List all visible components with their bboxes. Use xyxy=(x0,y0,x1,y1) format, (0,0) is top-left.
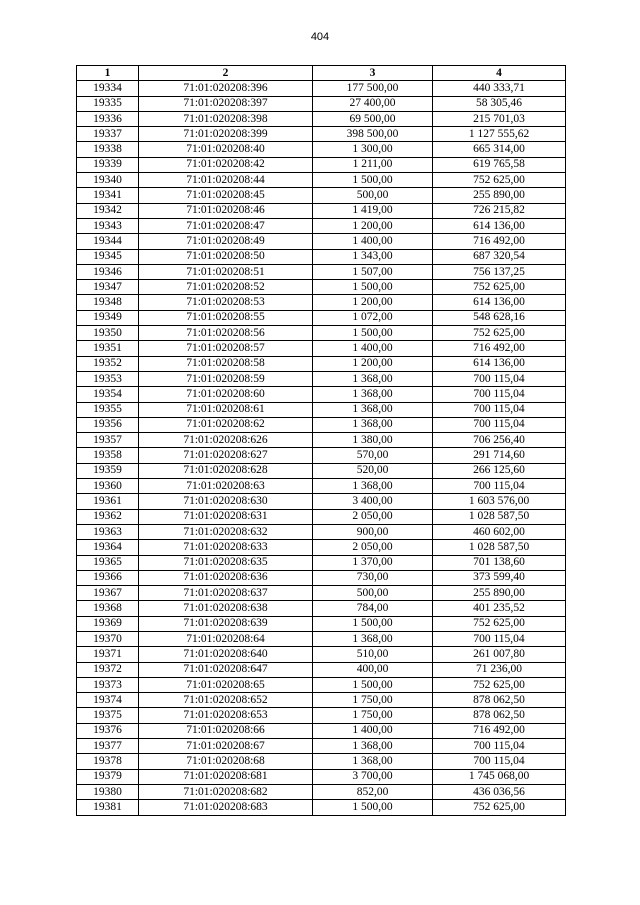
cadastral-number-cell: 71:01:020208:44 xyxy=(139,173,313,188)
table-row xyxy=(77,127,566,142)
table-row xyxy=(77,264,566,279)
row-number-cell: 19338 xyxy=(77,142,139,157)
column-header-1: 1 xyxy=(77,66,139,81)
table-row xyxy=(77,570,566,585)
cadastral-value-cell: 266 125,60 xyxy=(433,463,566,478)
area-cell: 1 072,00 xyxy=(313,310,433,325)
row-number-cell: 19362 xyxy=(77,509,139,524)
table-row xyxy=(77,387,566,402)
cadastral-value-cell: 619 765,58 xyxy=(433,157,566,172)
area-cell: 1 370,00 xyxy=(313,555,433,570)
cadastral-value-cell: 215 701,03 xyxy=(433,111,566,126)
cadastral-number-cell: 71:01:020208:42 xyxy=(139,157,313,172)
cadastral-value-cell: 291 714,60 xyxy=(433,448,566,463)
table-row xyxy=(77,784,566,799)
row-number-cell: 19354 xyxy=(77,387,139,402)
cadastral-value-cell: 716 492,00 xyxy=(433,723,566,738)
table-row xyxy=(77,754,566,769)
cadastral-value-cell: 700 115,04 xyxy=(433,631,566,646)
cadastral-number-cell: 71:01:020208:652 xyxy=(139,693,313,708)
area-cell: 1 400,00 xyxy=(313,234,433,249)
cadastral-value-cell: 614 136,00 xyxy=(433,356,566,371)
row-number-cell: 19335 xyxy=(77,96,139,111)
cadastral-value-cell: 726 215,82 xyxy=(433,203,566,218)
cadastral-number-cell: 71:01:020208:628 xyxy=(139,463,313,478)
row-number-cell: 19353 xyxy=(77,371,139,386)
area-cell: 177 500,00 xyxy=(313,81,433,96)
row-number-cell: 19363 xyxy=(77,524,139,539)
cadastral-number-cell: 71:01:020208:62 xyxy=(139,417,313,432)
cadastral-number-cell: 71:01:020208:64 xyxy=(139,631,313,646)
cadastral-value-cell: 261 007,80 xyxy=(433,647,566,662)
cadastral-value-cell: 548 628,16 xyxy=(433,310,566,325)
table-row xyxy=(77,218,566,233)
row-number-cell: 19375 xyxy=(77,708,139,723)
area-cell: 784,00 xyxy=(313,601,433,616)
area-cell: 1 500,00 xyxy=(313,677,433,692)
row-number-cell: 19367 xyxy=(77,586,139,601)
area-cell: 69 500,00 xyxy=(313,111,433,126)
table-row xyxy=(77,341,566,356)
cadastral-number-cell: 71:01:020208:59 xyxy=(139,371,313,386)
cadastral-number-cell: 71:01:020208:63 xyxy=(139,479,313,494)
cadastral-value-cell: 614 136,00 xyxy=(433,218,566,233)
area-cell: 1 200,00 xyxy=(313,356,433,371)
row-number-cell: 19357 xyxy=(77,433,139,448)
area-cell: 3 400,00 xyxy=(313,494,433,509)
table-row xyxy=(77,157,566,172)
cadastral-number-cell: 71:01:020208:58 xyxy=(139,356,313,371)
table-row xyxy=(77,479,566,494)
table-row xyxy=(77,586,566,601)
cadastral-number-cell: 71:01:020208:626 xyxy=(139,433,313,448)
cadastral-value-cell: 752 625,00 xyxy=(433,616,566,631)
cadastral-number-cell: 71:01:020208:627 xyxy=(139,448,313,463)
cadastral-number-cell: 71:01:020208:631 xyxy=(139,509,313,524)
cadastral-value-cell: 752 625,00 xyxy=(433,677,566,692)
row-number-cell: 19355 xyxy=(77,402,139,417)
row-number-cell: 19368 xyxy=(77,601,139,616)
table-row xyxy=(77,739,566,754)
table-row xyxy=(77,280,566,295)
table-row xyxy=(77,662,566,677)
area-cell: 1 500,00 xyxy=(313,173,433,188)
table-row xyxy=(77,708,566,723)
cadastral-number-cell: 71:01:020208:639 xyxy=(139,616,313,631)
area-cell: 1 368,00 xyxy=(313,479,433,494)
cadastral-number-cell: 71:01:020208:67 xyxy=(139,739,313,754)
row-number-cell: 19369 xyxy=(77,616,139,631)
cadastral-number-cell: 71:01:020208:47 xyxy=(139,218,313,233)
row-number-cell: 19346 xyxy=(77,264,139,279)
table-row xyxy=(77,203,566,218)
table-row xyxy=(77,555,566,570)
column-header-3: 3 xyxy=(313,66,433,81)
row-number-cell: 19380 xyxy=(77,784,139,799)
table-row xyxy=(77,310,566,325)
table-row xyxy=(77,448,566,463)
area-cell: 27 400,00 xyxy=(313,96,433,111)
row-number-cell: 19340 xyxy=(77,173,139,188)
area-cell: 1 200,00 xyxy=(313,218,433,233)
cadastral-value-cell: 687 320,54 xyxy=(433,249,566,264)
page-number: 404 xyxy=(310,31,330,43)
table-row xyxy=(77,509,566,524)
cadastral-number-cell: 71:01:020208:397 xyxy=(139,96,313,111)
row-number-cell: 19373 xyxy=(77,677,139,692)
area-cell: 1 507,00 xyxy=(313,264,433,279)
area-cell: 1 343,00 xyxy=(313,249,433,264)
cadastral-number-cell: 71:01:020208:632 xyxy=(139,524,313,539)
area-cell: 1 368,00 xyxy=(313,739,433,754)
row-number-cell: 19349 xyxy=(77,310,139,325)
cadastral-value-cell: 878 062,50 xyxy=(433,708,566,723)
table-row xyxy=(77,402,566,417)
cadastral-value-cell: 716 492,00 xyxy=(433,234,566,249)
cadastral-value-cell: 756 137,25 xyxy=(433,264,566,279)
cadastral-value-cell: 752 625,00 xyxy=(433,800,566,815)
cadastral-value-cell: 255 890,00 xyxy=(433,188,566,203)
cadastral-number-cell: 71:01:020208:46 xyxy=(139,203,313,218)
column-header-2: 2 xyxy=(139,66,313,81)
cadastral-number-cell: 71:01:020208:40 xyxy=(139,142,313,157)
area-cell: 1 368,00 xyxy=(313,417,433,432)
table-row xyxy=(77,326,566,341)
area-cell: 510,00 xyxy=(313,647,433,662)
row-number-cell: 19372 xyxy=(77,662,139,677)
row-number-cell: 19366 xyxy=(77,570,139,585)
cadastral-value-cell: 665 314,00 xyxy=(433,142,566,157)
cadastral-value-cell: 701 138,60 xyxy=(433,555,566,570)
cadastral-value-table xyxy=(76,65,566,816)
area-cell: 730,00 xyxy=(313,570,433,585)
area-cell: 1 211,00 xyxy=(313,157,433,172)
table-row xyxy=(77,647,566,662)
area-cell: 1 300,00 xyxy=(313,142,433,157)
cadastral-value-cell: 700 115,04 xyxy=(433,371,566,386)
cadastral-value-cell: 436 036,56 xyxy=(433,784,566,799)
row-number-cell: 19365 xyxy=(77,555,139,570)
table-row xyxy=(77,494,566,509)
table-row xyxy=(77,188,566,203)
cadastral-value-cell: 700 115,04 xyxy=(433,739,566,754)
area-cell: 1 500,00 xyxy=(313,800,433,815)
area-cell: 2 050,00 xyxy=(313,540,433,555)
area-cell: 398 500,00 xyxy=(313,127,433,142)
area-cell: 1 368,00 xyxy=(313,387,433,402)
area-cell: 1 500,00 xyxy=(313,616,433,631)
table-row xyxy=(77,173,566,188)
row-number-cell: 19347 xyxy=(77,280,139,295)
table-body xyxy=(77,81,566,815)
table-row xyxy=(77,142,566,157)
cadastral-number-cell: 71:01:020208:50 xyxy=(139,249,313,264)
cadastral-number-cell: 71:01:020208:49 xyxy=(139,234,313,249)
area-cell: 1 368,00 xyxy=(313,402,433,417)
row-number-cell: 19376 xyxy=(77,723,139,738)
table-row xyxy=(77,417,566,432)
row-number-cell: 19378 xyxy=(77,754,139,769)
row-number-cell: 19339 xyxy=(77,157,139,172)
row-number-cell: 19377 xyxy=(77,739,139,754)
cadastral-value-cell: 58 305,46 xyxy=(433,96,566,111)
area-cell: 1 368,00 xyxy=(313,371,433,386)
row-number-cell: 19350 xyxy=(77,326,139,341)
table-row xyxy=(77,524,566,539)
row-number-cell: 19344 xyxy=(77,234,139,249)
area-cell: 520,00 xyxy=(313,463,433,478)
cadastral-value-cell: 700 115,04 xyxy=(433,417,566,432)
table-row xyxy=(77,616,566,631)
table-row xyxy=(77,693,566,708)
table-row xyxy=(77,249,566,264)
row-number-cell: 19337 xyxy=(77,127,139,142)
cadastral-number-cell: 71:01:020208:640 xyxy=(139,647,313,662)
row-number-cell: 19364 xyxy=(77,540,139,555)
cadastral-value-cell: 460 602,00 xyxy=(433,524,566,539)
area-cell: 1 200,00 xyxy=(313,295,433,310)
cadastral-number-cell: 71:01:020208:60 xyxy=(139,387,313,402)
row-number-cell: 19361 xyxy=(77,494,139,509)
cadastral-number-cell: 71:01:020208:56 xyxy=(139,326,313,341)
area-cell: 3 700,00 xyxy=(313,769,433,784)
cadastral-value-cell: 1 745 068,00 xyxy=(433,769,566,784)
table-row xyxy=(77,234,566,249)
area-cell: 1 419,00 xyxy=(313,203,433,218)
area-cell: 500,00 xyxy=(313,188,433,203)
cadastral-value-cell: 373 599,40 xyxy=(433,570,566,585)
cadastral-value-cell: 878 062,50 xyxy=(433,693,566,708)
row-number-cell: 19360 xyxy=(77,479,139,494)
area-cell: 1 400,00 xyxy=(313,723,433,738)
cadastral-value-cell: 752 625,00 xyxy=(433,280,566,295)
row-number-cell: 19352 xyxy=(77,356,139,371)
row-number-cell: 19343 xyxy=(77,218,139,233)
cadastral-value-cell: 752 625,00 xyxy=(433,173,566,188)
cadastral-number-cell: 71:01:020208:52 xyxy=(139,280,313,295)
column-header-4: 4 xyxy=(433,66,566,81)
table-row xyxy=(77,433,566,448)
cadastral-number-cell: 71:01:020208:681 xyxy=(139,769,313,784)
cadastral-number-cell: 71:01:020208:636 xyxy=(139,570,313,585)
cadastral-value-cell: 752 625,00 xyxy=(433,326,566,341)
cadastral-value-cell: 1 603 576,00 xyxy=(433,494,566,509)
cadastral-value-cell: 700 115,04 xyxy=(433,387,566,402)
area-cell: 570,00 xyxy=(313,448,433,463)
table-row xyxy=(77,769,566,784)
cadastral-value-cell: 700 115,04 xyxy=(433,754,566,769)
cadastral-number-cell: 71:01:020208:399 xyxy=(139,127,313,142)
cadastral-number-cell: 71:01:020208:66 xyxy=(139,723,313,738)
cadastral-value-cell: 706 256,40 xyxy=(433,433,566,448)
row-number-cell: 19334 xyxy=(77,81,139,96)
row-number-cell: 19342 xyxy=(77,203,139,218)
cadastral-value-cell: 614 136,00 xyxy=(433,295,566,310)
area-cell: 1 368,00 xyxy=(313,754,433,769)
cadastral-number-cell: 71:01:020208:638 xyxy=(139,601,313,616)
table-row xyxy=(77,356,566,371)
area-cell: 1 750,00 xyxy=(313,693,433,708)
cadastral-number-cell: 71:01:020208:398 xyxy=(139,111,313,126)
cadastral-value-cell: 255 890,00 xyxy=(433,586,566,601)
cadastral-number-cell: 71:01:020208:53 xyxy=(139,295,313,310)
area-cell: 400,00 xyxy=(313,662,433,677)
cadastral-value-cell: 700 115,04 xyxy=(433,402,566,417)
row-number-cell: 19345 xyxy=(77,249,139,264)
cadastral-number-cell: 71:01:020208:653 xyxy=(139,708,313,723)
area-cell: 1 500,00 xyxy=(313,326,433,341)
cadastral-value-cell: 1 028 587,50 xyxy=(433,509,566,524)
cadastral-number-cell: 71:01:020208:51 xyxy=(139,264,313,279)
cadastral-number-cell: 71:01:020208:635 xyxy=(139,555,313,570)
cadastral-value-cell: 700 115,04 xyxy=(433,479,566,494)
cadastral-number-cell: 71:01:020208:68 xyxy=(139,754,313,769)
table-row xyxy=(77,371,566,386)
table-row xyxy=(77,81,566,96)
area-cell: 1 380,00 xyxy=(313,433,433,448)
cadastral-number-cell: 71:01:020208:683 xyxy=(139,800,313,815)
cadastral-value-cell: 440 333,71 xyxy=(433,81,566,96)
cadastral-number-cell: 71:01:020208:61 xyxy=(139,402,313,417)
table-row xyxy=(77,723,566,738)
cadastral-number-cell: 71:01:020208:682 xyxy=(139,784,313,799)
table-row xyxy=(77,601,566,616)
row-number-cell: 19374 xyxy=(77,693,139,708)
area-cell: 500,00 xyxy=(313,586,433,601)
cadastral-number-cell: 71:01:020208:65 xyxy=(139,677,313,692)
area-cell: 852,00 xyxy=(313,784,433,799)
table-row xyxy=(77,96,566,111)
cadastral-number-cell: 71:01:020208:647 xyxy=(139,662,313,677)
area-cell: 1 750,00 xyxy=(313,708,433,723)
cadastral-number-cell: 71:01:020208:57 xyxy=(139,341,313,356)
area-cell: 2 050,00 xyxy=(313,509,433,524)
table-row xyxy=(77,677,566,692)
table-row xyxy=(77,463,566,478)
table-row xyxy=(77,111,566,126)
area-cell: 1 400,00 xyxy=(313,341,433,356)
cadastral-value-cell: 71 236,00 xyxy=(433,662,566,677)
row-number-cell: 19359 xyxy=(77,463,139,478)
row-number-cell: 19358 xyxy=(77,448,139,463)
table-row xyxy=(77,631,566,646)
row-number-cell: 19341 xyxy=(77,188,139,203)
table-row xyxy=(77,295,566,310)
area-cell: 1 500,00 xyxy=(313,280,433,295)
row-number-cell: 19371 xyxy=(77,647,139,662)
cadastral-number-cell: 71:01:020208:55 xyxy=(139,310,313,325)
row-number-cell: 19381 xyxy=(77,800,139,815)
cadastral-number-cell: 71:01:020208:396 xyxy=(139,81,313,96)
area-cell: 900,00 xyxy=(313,524,433,539)
table-row xyxy=(77,540,566,555)
area-cell: 1 368,00 xyxy=(313,631,433,646)
row-number-cell: 19370 xyxy=(77,631,139,646)
cadastral-value-cell: 401 235,52 xyxy=(433,601,566,616)
row-number-cell: 19379 xyxy=(77,769,139,784)
row-number-cell: 19351 xyxy=(77,341,139,356)
row-number-cell: 19348 xyxy=(77,295,139,310)
cadastral-number-cell: 71:01:020208:45 xyxy=(139,188,313,203)
table-header-row xyxy=(77,66,566,81)
cadastral-number-cell: 71:01:020208:633 xyxy=(139,540,313,555)
row-number-cell: 19336 xyxy=(77,111,139,126)
table-row xyxy=(77,800,566,815)
cadastral-number-cell: 71:01:020208:637 xyxy=(139,586,313,601)
cadastral-number-cell: 71:01:020208:630 xyxy=(139,494,313,509)
cadastral-value-cell: 1 028 587,50 xyxy=(433,540,566,555)
cadastral-value-cell: 716 492,00 xyxy=(433,341,566,356)
cadastral-value-cell: 1 127 555,62 xyxy=(433,127,566,142)
row-number-cell: 19356 xyxy=(77,417,139,432)
